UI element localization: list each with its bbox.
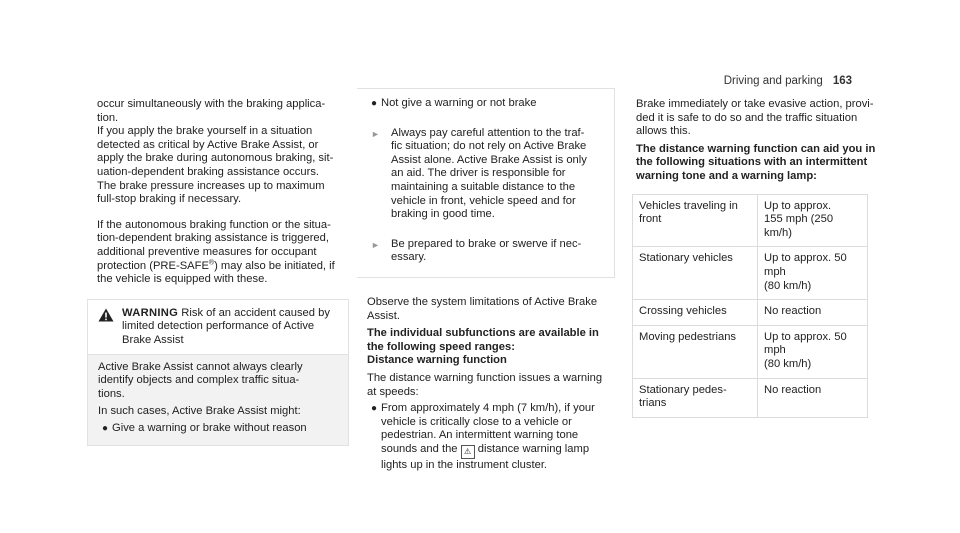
table-cell-situation: Vehicles traveling in front: [633, 194, 758, 247]
instruction-item: ► Always pay careful attention to the traf- fic situation; do not rely on Active Brake Assist alone. Active Brake Assist is only an aid. The driver is responsible for maintaining a suitable distance to the vehicle in front, vehicle speed and for braking in good time.: [371, 126, 587, 221]
bullet-icon: ●: [102, 422, 109, 434]
instruction-item: ► Be prepared to brake or swerve if nec- essary.: [371, 237, 582, 264]
paragraph: Observe the system limitations of Active Brake Assist.: [367, 295, 598, 322]
column-middle: [367, 98, 615, 472]
bullet-icon: ●: [371, 403, 378, 415]
table-cell-speed: No reaction: [758, 300, 868, 326]
warning-header: WARNING Risk of an accident caused by limited detection performance of Active Brake Assist: [88, 300, 348, 354]
bullet-icon: ●: [371, 98, 378, 109]
arrow-right-icon: ►: [371, 239, 380, 250]
column-left: [97, 98, 349, 446]
table-cell-situation: Stationary vehicles: [633, 247, 758, 300]
warning-body: Active Brake Assist cannot always clearly identify objects and complex traffic situa- tions. In such cases, Active Brake Assist might: ● Give a warning or brake without reason: [88, 354, 348, 446]
subheading: The distance warning function can aid you in the following situations with an intermittent warning tone and a warning lamp:: [636, 142, 876, 182]
table-row: [633, 325, 868, 378]
list-item: ● From approximately 4 mph (7 km/h), if your vehicle is critically close to a vehicle or pedestrian. An intermittent warning tone sounds and the ⚠ distance warning lamp lights up in the instrument cluster.: [371, 402, 595, 471]
table-row: [633, 247, 868, 300]
table-cell-speed: No reaction: [758, 378, 868, 417]
table-row: [633, 194, 868, 247]
paragraph: The distance warning function issues a warning at speeds:: [367, 371, 603, 398]
table-cell-situation: Stationary pedes- trians: [633, 378, 758, 417]
warning-triangle-icon: [98, 308, 114, 322]
paragraph: If the autonomous braking function or the situa- tion-dependent braking assistance is triggered, additional preventive measures for occupant protection (PRE-SAFE®) may also be initiated, if the vehicle is equipped with these.: [97, 218, 335, 286]
subheading: The individual subfunctions are available in the following speed ranges: Distance warning function: [367, 327, 599, 367]
section-title: Driving and parking: [723, 75, 823, 87]
speed-range-table: [632, 194, 868, 418]
distance-warning-lamp-icon: ⚠: [461, 445, 475, 459]
table-cell-situation: Moving pedestrians: [633, 325, 758, 378]
paragraph: occur simultaneously with the braking applica- tion.: [97, 98, 326, 124]
table-row: [633, 300, 868, 326]
table-cell-speed: Up to approx. 155 mph (250 km/h): [758, 194, 868, 247]
table-cell-situation: Crossing vehicles: [633, 300, 758, 326]
list-item: ● Give a warning or brake without reason: [102, 421, 307, 434]
list-item: ● Not give a warning or not brake: [371, 97, 537, 109]
page-number: 163: [832, 75, 852, 87]
table-cell-speed: Up to approx. 50 mph (80 km/h): [758, 325, 868, 378]
warning-label: WARNING: [122, 306, 179, 319]
column-right: [636, 98, 892, 418]
paragraph: Brake immediately or take evasive action, provi- ded it is safe to do so and the traffic situation allows this.: [636, 98, 874, 138]
table-cell-speed: Up to approx. 50 mph (80 km/h): [758, 247, 868, 300]
table-row: [633, 378, 868, 417]
paragraph: If you apply the brake yourself in a situation detected as critical by Active Brake Assist, or apply the brake during autonomous braking, sit- uation-dependent braking assistance occurs. The brake pressure increases up to maximum full-stop braking if necessary.: [97, 125, 334, 206]
warning-box-continued: [357, 88, 615, 278]
page-header: [724, 75, 852, 89]
registered-mark: ®: [208, 258, 215, 266]
arrow-right-icon: ►: [371, 128, 380, 139]
warning-box: [87, 299, 349, 447]
